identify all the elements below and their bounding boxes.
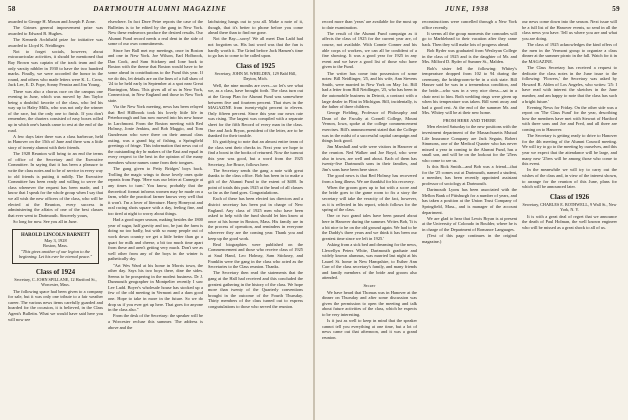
class-heading-1924: Class of 1924 <box>35 267 76 276</box>
memorial-motto: "This gives another of our legion to the beginning. Let his ever be eternal peace." <box>18 248 93 260</box>
paragraph: Evening News for Friday. On the other side was a report on 'The Class Fund' for the year, describing how the members have met with Stewart of Hartford with three sons and Joe and Fred, and all three are coming on to Hanover. <box>522 104 617 133</box>
paragraph: Men elected Saturday to the new positions with the investment department of the Massachusetts Mutual Life Insurance Company are Jack Seguin, Robert Simmons, one of the Medical Quarter who has never missed a year in coming to the Alumni Fund, has a small son, and will be on the lookout for the '25ers who come to see us. <box>422 124 517 164</box>
paragraph: The good news is that Red Holmsy has recovered from a long illness. We are thankful for his recovery. <box>322 173 417 184</box>
class-secretary: Secretary, CHARLES E. BOTHWELL, 9 Wall St., New York, N. Y. <box>522 201 617 212</box>
paragraph: Since her Ball met my meetings, once in Boston and one in New York. Joe Wilson, Earl Holbrook, Dan Cook, and Sam Stickney and Ione back to Boston with the theme that Boston would have to be some ahead in contributions to the Fund this year. If we do this, let details are on the lines of a full shaw of '24 to be held early in September at a spot near Great Barrington, Mass. This gives all of us in New York, Connecticut, in New England and those in New York state. <box>108 47 203 103</box>
paragraph: Dartmouth Lyons has been associated with the Mellon Bank of Pittsburgh for a number of years, and has taken a position at the Union Trust Company of Springfield, Mass., and is manager of the account department. <box>422 187 517 215</box>
paragraph: The Secretary sends the gang a note with great thanks to the class office. Bob has been in to make a gift of the Alumni Fund to the extent of $400. In point of totals this puts 1925 at the head of all classes so far as the fund goes. Congratulations. <box>208 167 303 196</box>
paragraph: Bob's sister fell the following: Whitey's temperature dropped from 102 to 94 during the ceremony, the bridegroom-to-be in a sick state. Bill Hauser said he was in a tremendous condition, and the bride—who was in a very nice dress—sat in a chair next to him. Both wedding rings were given up when his temperature was taken. Bill went away and had a good rest. At the end of the summer Mr. and Mrs. Whitey will be at their new home. <box>422 65 517 116</box>
memorial-notice <box>12 229 99 264</box>
paragraph: So long for now. See you all in June. <box>13 218 78 224</box>
right-running-title: JUNE, 1938 <box>445 5 489 13</box>
class-heading-1925: Class of 1925 <box>235 61 276 70</box>
left-page-number: 58 <box>8 5 16 13</box>
paragraph: The Secretary then read the statements that the gang at the Hall had received and this concluded the greatest gathering in the history of the class. We hope more than twenty of the Quarterly conventions brought in the outcome of the Fourth Thursday. Thirty members of the class turned out to express congratulations to those who served the reunion. <box>208 270 303 309</box>
paragraph: Asking from a sick bed and dreaming for the news, Llewellyn Peters White, Dartmouth graduate and widely known alumnus, was married last night at his Laurel St. home in New Hampshire, to Esther Ann Carr of the class secretary's family, and many friends and family members of the bride and groom also attended. <box>322 241 417 281</box>
class-heading-1926: Class of 1926 <box>549 192 590 201</box>
paragraph: One or two grand tales have been passed about here in Hanover during the summer. Writes Bob, 'It is a bit nice to be on the old ground again. We had to be the Daddy's three years and we think it has been our greatest time since we left in 1925.' <box>322 213 417 241</box>
paragraph: Each of these has been elected tax directors and a district secretary has been put in charge of New England. Any class of 1925 men who have been asked to help with the fund should let him know at once at his home in Boston, Mass. His family are in the process of operation, and reminders in everyone wherever they are the coming year. Thank you and keep up the good work. <box>208 196 303 241</box>
section-subheading: FROM HERE AND THERE <box>443 117 496 123</box>
section-subheading: Secret <box>363 283 376 289</box>
paragraph: Well, the nine months are over—so let's see what we, as a class, have brought forth. The class turn out at the Group Plan for Alumni Fund was somewhere between five and fourteen percent. That rises in the MAGAZINE from twenty-eight percent to eleven. Only fifteen percent. Since this year our news rate was rising. The largest was compiled with a separate sheet for the fifth Record of every man in the class. One and Jack Bryon, president of the letter, are to be thanked for their trouble. <box>208 82 303 139</box>
paragraph: The writer has come into possession of some notes: Bill Neidlinger, '25, and his wife, Ann Stevens Smith, were married in New York on May 1st. Bill had a letter from Bill Neidlinger, '25, who has been in the automobile business in Detroit, a contract with a large dealer in Flint in Michigan. Bill, incidentally, is the father of three children. <box>322 70 417 110</box>
paragraph: It is with a great deal of regret that we announce the death of Paul Holman, the well known engineer who will be missed as a great shock to all of us. <box>522 213 617 230</box>
paragraph: We have heard that Thomas was in Hanover at the dinner on Thursday and after some discussion was given the permission to open the meeting and talk about future activities of the class, which he expects to be very interesting. <box>322 289 417 318</box>
left-column-2 <box>108 19 203 415</box>
paragraph: The Class Secretary has received a request to dedicate the class notes in the June issue to the following: 'Flowers,' the Secretary was asked by Howard R. Alden of Los Angeles, who writes: '25: I have read with interest the sketches in the June number, and am happy to note that the class has such a bright future.' <box>522 64 617 104</box>
paragraph: There was also a chorus race on the campus one evening in June, which was moved by Jim Taylor being a doubtful favorite of the class, who led his way up to Haley Mills, who was not only the winner of the race, but the only one to finish. If you don't remember, the charters consisted of easy boxes rolled up in which one's hands came to rest at the end of the road. <box>8 88 103 133</box>
paragraph: latchstring hangs out to you all. Make a note of it, though, that it's better to phone before you come ahead there than to find me gone. <box>208 19 303 36</box>
paragraph: our news come down into the season. Next issue will be a full list of the Hanover events, so send in all the class news you have. Tell us where you are and what you are doing. <box>522 19 617 41</box>
right-page-number: 59 <box>612 5 620 13</box>
paragraph: When the groom goes up to bat with a score and the bride goes to the game room to fix a story the secretary will take the veracity of the fact, however, as it is reflected in his report, which follows for the spring of the class. <box>322 184 417 213</box>
paragraph: The result of the Alumni Fund campaign as it affects the class of 1925 for the current year are, of course, not available. With Connie Conner and his able corps of workers, we can all be confident of a fine showing. It was a good year for 1925 in any event and we have a good list of those who have given to the Fund. <box>322 30 417 70</box>
class-secretary: Secretary, JOHN M. WHELDEN, 129 Bald Hill, Dayton, Mich. <box>214 70 297 81</box>
paragraph: record more than 'years' are available for the most up to date examination. <box>322 19 417 30</box>
paragraph: Via the New York meeting, news has been relayed that Red Hillbrook took his lovely little life in Peterborough and has now moved into his new house in Larchmont. From the Boston meeting with Red Holmsy, Jonie Jenkins, and Bob Maggio, and Tom Gunderson who were there on their annual class outing, was a grand big of fishing, a Springfield greetings of fringe. This information that news out of the outstanding dry hr makers of the East and equal in every respect to the best in the opinion of the many members whose names came from their tongues. <box>108 104 203 166</box>
paragraph: elsewhere. In fact Dave Petre reports the case of the Bulletins is to be edited by the gang in New York. New these endeavors produce the desired results. Our Alumni Fund record needs a real dent in the side of some of our own commitments. <box>108 19 203 47</box>
right-column-2 <box>422 19 517 415</box>
left-page-header <box>8 5 304 17</box>
paragraph: Is it just as well to keep in mind that the speaker cannot tell you everything at one time, but a lot of news came out that afternoon, and it was a grand reunion. <box>322 318 417 340</box>
left-running-title: DARTMOUTH ALUMNI MAGAZINE <box>93 5 227 13</box>
right-column-1 <box>322 19 417 415</box>
paragraph: Had a good super season, making besides the 1800 year of sugar, half gravity and too, he just the farm is doing no too badly, but with so many people out of work down country we get a little better than go a quart for milk and cheese, a bit too much time apart from these and aren't getting very much. Don't see as well other from any of the boys in the winter is pathetically dry. <box>108 217 203 262</box>
paragraph: awarded to George H. Moson and Joseph P. Zone. <box>8 19 96 24</box>
paragraph: The Secretary is getting ready to drive to Hanover for the 4th meeting of the Alumni Council meeting. We will try to go to the meeting by ourselves, and this year we expect that the attendance will be large, and many new '25ers will be among those who come to this event. <box>522 133 617 167</box>
paragraph: It's gratifying to note that an almost entire team of the class sent their checks in. Next year we hope to find a boost in the books of returned. Now the turnout this year was good, but a word from the 1925 Secretary, Joe Bruce, follows here. <box>208 139 303 167</box>
paragraph: From the desk of the Secretary: the speaker will be a Worcester recluse this summer. The address is above and the <box>108 313 203 330</box>
paragraph: It seems all the group moments the comrades will go to Marblehead to their vacation after they came back. Then they will make lots of progress ahead. <box>422 30 517 47</box>
right-page-header <box>322 5 620 17</box>
paragraph: A few days later there was a class barbecue, held in Hanover on the 15th of June and there was a little story of twenty alumni with their friends. <box>8 133 103 151</box>
memorial-date: May 3, 1928 <box>44 237 67 243</box>
class-secretary: Secretary, C. JOHN SPILLANE, 12 Hartford St., Worcester, Mass. <box>14 276 97 287</box>
memorial-place: Boston, Mass. <box>42 243 68 249</box>
left-column-1 <box>8 19 103 415</box>
paragraph: Not to forget socials, however, about extracurricular activities, it should be mentioned that Ray Brown was captain of the track team and the only varsity nibbler in 1930 to have the two hundred marks. Finally, we were accorded the honor in the round, and others who made letters were K. L. Cross, Jack Lee, E. D. Pope, Sonny Fenstra and Jim Young. <box>8 48 103 88</box>
paragraph: George Fielding, Professor of Philosophy and Dean of the Faculty at Cornell College, Mount Vernon, Iowa, spoke at the college commencement exercises. Bill's announcement stated that the College was in the midst of a successful capital campaign and things look good. <box>322 110 417 144</box>
paragraph: (Text of this page continues in the original magazine.) <box>422 233 517 244</box>
left-column-3 <box>208 19 303 415</box>
paragraph: Bob Ryder was graduated from Wesleyan College in the class of 1925 and is the daughter of Mr. and Mrs. Milford D. Ryder of Sumner St., Malden. <box>422 48 517 65</box>
paragraph: The Grimes general improvement prize was awarded to Edward B. Hughes. <box>8 25 103 36</box>
page-gutter <box>313 0 315 420</box>
paragraph: We are glad to hear that Lewis Bryan is at present at the University of Colorado in Boulder, where he is in charge of the Department of Romance Languages. <box>422 215 517 232</box>
paragraph: The following space had been given to a company for sale, but it was only one tribute to a fair weather career. The various news items carefully guarded and hoarded for the occasion, it is believed, in the Class Agent's Bulletin. What we would have said here you will now see <box>8 288 103 322</box>
paragraph: reconstructions were cancelled through a New York office recently. <box>422 19 517 30</box>
right-column-3 <box>522 19 617 415</box>
memorial-name: HAROLD LINCOLN BARNETT <box>20 232 91 238</box>
paragraph: The gang given to Petty Bridges' boys back. Trolling the magic wings to those lovely ones quite repeats from Papp. 'Here was our letter at Carnegie at any times to turn.' You know, probably that the theoretical format informs women may be made on a farm, while the practical farmer knows very well that it won't. I'm a lover of literature. Harry Honeycut and oral racing shots square with a day, feeling fine, and too tired at night to worry about things. <box>108 166 203 216</box>
paragraph: In the meanwhile we will try to carry out the wishes of the class and, in view of the interest shown, to arrange for the reunion of this June, plans for which will be announced later. <box>522 167 617 190</box>
paragraph: Not the Bay—sorry! We all meet Dan Ladd had not forgotten us. His last word was that the fun is hardly worth it. The Grind before Jack Hansen's time to go has to come to be called upon. <box>208 36 303 59</box>
paragraph: Jim Marshall and wife were visitors in Hanover at the reunion. Ned Walker and Joe Boyd, who were also in town, are well and about. Each of them has twenty-five Dartmouth sons in their families, and Jim's sons have been here since. <box>322 144 417 172</box>
paragraph: "Art Wes Ward at his home in Morris town, the other day. Says his two boys there, dine the sides. Seems to be prospering in the modest business. Dr J. Dunmouth geographer in Montpelier recently I saw Lee Ladd. Boyer's wholesale house has stocked up a few of the old meeting in Vermont and a darn good one. Hope to take in more in the future. So we do drop us if you ever get up here. That goes for anyone in the class also." <box>108 262 203 313</box>
paragraph: The Kenneth Archibald prize for initiative was awarded to Lloyd K. Neidlinger. <box>8 36 103 48</box>
paragraph: The 1928 Reunion will bring to an end the terms of office of the Secretary and the Executive Committee. In saying that it has been a pleasure to write the class notes and to be of service in every way to old friends is putting it mildly. The Executive Committee has been ready and willing to serve the class whenever the request has been made, and I know that I speak for the whole group when I say that we all wish the new officers of the class, who will be elected at the Reunion, every success in administering the affairs of one of the best classes that ever went to Dartmouth. Sincerely yours, <box>8 151 103 218</box>
paragraph: Is this Rick Smith—and Bob was a friend—that for the '25 comes out at Dartmouth, named a student, a member, has been recently appointed assistant professor of sociology at Dartmouth. <box>422 164 517 186</box>
paragraph: Real biographies were published on the Commencement and those who receive class of 1925 at Saul Hand, Leo Holmsy, Sam Stickney, and Franklin were the gang in the class who acted as the Secretaries to the Class reunion. Thanks. <box>208 241 303 270</box>
paragraph: The class of 1925 acknowledges the kind offers of the men in the Vermont group to organize a class dinner at the summer picnic in the fall. Watch for it in the MAGAZINE. <box>522 41 617 64</box>
